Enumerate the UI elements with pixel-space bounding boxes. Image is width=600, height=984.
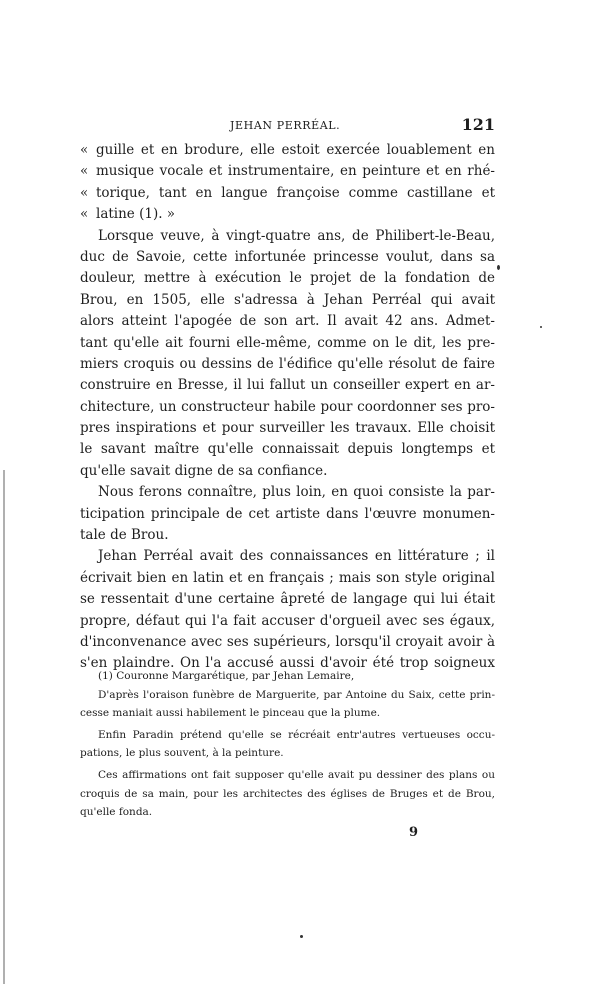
ink-speck [497, 265, 500, 270]
text-line [80, 183, 495, 204]
text-line [80, 204, 495, 225]
text-line: Brou, en 1505, elle s'adressa à Jehan Perréal qui avait [80, 291, 495, 308]
footnote-line: pations, le plus souvent, à la peinture. [80, 747, 284, 760]
text-line: Jehan Perréal avait des connaissances en littérature ; il [98, 548, 495, 565]
footnote-line: Ces affirmations ont fait supposer qu'elle avait pu dessiner des plans ou [98, 768, 495, 781]
text-line: Nous ferons connaître, plus loin, en quoi consiste la par- [98, 484, 495, 501]
text-line: écrivait bien en latin et en français ; mais son style original [80, 569, 495, 586]
quoted-text: musique vocale et instrumentaire, en peinture et en rhé- [96, 163, 495, 180]
quoted-text: latine (1). » [96, 206, 176, 223]
quote-mark: « [80, 163, 89, 180]
page-header [80, 117, 495, 137]
footnote-line: (1) Couronne Margarétique, par Jehan Lemaire, [98, 670, 355, 682]
text-line: s'en plaindre. On l'a accusé aussi d'avoir été trop soigneux [80, 655, 495, 672]
ink-speck [300, 935, 303, 938]
ink-speck [540, 326, 542, 328]
quote-mark: « [80, 142, 89, 158]
text-line: chitecture, un constructeur habile pour coordonner ses pro- [80, 398, 495, 415]
running-head: JEHAN PERRÉAL. [230, 119, 341, 132]
footnote-line: D'après l'oraison funèbre de Marguerite, par Antoine du Saix, cette prin- [98, 688, 495, 701]
signature-mark: 9 [409, 825, 419, 840]
quoted-text: guille et en brodure, elle estoit exercée louablement en [96, 142, 495, 158]
text-line: Lorsque veuve, à vingt-quatre ans, de Philibert-le-Beau, [98, 227, 495, 244]
text-line: tale de Brou. [80, 527, 169, 544]
text-line: d'inconvenance avec ses supérieurs, lorsqu'il croyait avoir à [80, 633, 495, 650]
text-line: construire en Bresse, il lui fallut un conseiller expert en ar- [80, 377, 495, 394]
page-edge-shadow [3, 470, 5, 984]
text-line: douleur, mettre à exécution le projet de la fondation de [80, 270, 495, 287]
quote-mark: « [80, 206, 89, 223]
footnote-line: croquis de sa main, pour les architectes des églises de Bruges et de Brou, [80, 787, 495, 800]
text-line: propre, défaut qui l'a fait accuser d'orgueil avec ses égaux, [80, 612, 495, 629]
text-line: ticipation principale de cet artiste dans l'œuvre monumen- [80, 505, 495, 522]
quote-mark: « [80, 184, 89, 201]
footnotes [80, 667, 495, 822]
text-line: miers croquis ou dessins de l'édifice qu'elle résolut de faire [80, 355, 495, 372]
text-line: alors atteint l'apogée de son art. Il avait 42 ans. Admet- [80, 313, 495, 330]
text-line [80, 161, 495, 182]
text-line: qu'elle savait digne de sa confiance. [80, 462, 328, 479]
text-line: tant qu'elle ait fourni elle-même, comme on le dit, les pre- [80, 334, 495, 351]
text-line: duc de Savoie, cette infortunée princesse voulut, dans sa [80, 248, 495, 265]
body-text [80, 140, 495, 675]
footnote-line: Enfin Paradin prétend qu'elle se récréait entr'autres vertueuses occu- [98, 728, 495, 741]
text-line: le savant maître qu'elle connaissait depuis longtemps et [80, 441, 495, 458]
text-line: se ressentait d'une certaine âpreté de langage qui lui était [80, 591, 495, 608]
footnote-line: qu'elle fonda. [80, 806, 153, 819]
text-line [80, 140, 495, 161]
quoted-text: torique, tant en langue françoise comme castillane et [96, 184, 495, 201]
page-number: 121 [461, 115, 495, 134]
footnote-line: cesse maniait aussi habilement le pinceau que la plume. [80, 707, 381, 720]
text-line: pres inspirations et pour surveiller les travaux. Elle choisit [80, 420, 495, 437]
